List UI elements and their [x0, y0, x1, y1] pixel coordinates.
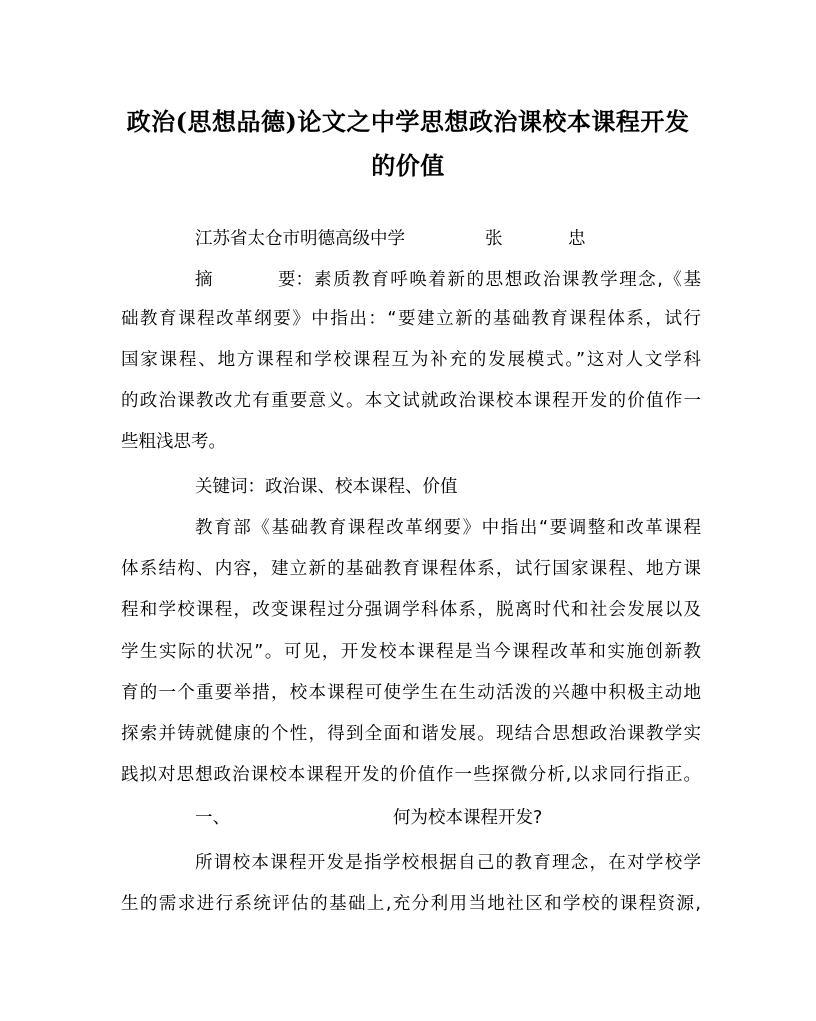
document-title-line-2: 的价值: [371, 151, 445, 180]
paragraph-1-line-1: 教育部《基础教育课程改革纲要》中指出“要调整和改革课程: [195, 518, 701, 538]
section-1-heading: [121, 806, 701, 830]
author-line: [121, 227, 701, 251]
section-1-number: 一、: [195, 808, 230, 828]
abstract-line-5: 些粗浅思考。: [121, 432, 226, 452]
paragraph-2-line-1: 所谓校本课程开发是指学校根据自己的教育理念，在对学校学: [195, 853, 701, 873]
author-name-char-1: 张: [485, 229, 503, 249]
paragraph-1-line-3: 程和学校课程，改变课程过分强调学科体系，脱离时代和社会发展以及: [121, 600, 701, 620]
paragraph-1-line-2: 体系结构、内容，建立新的基础教育课程体系，试行国家课程、地方课: [121, 559, 701, 579]
paragraph-2-line-2: 生的需求进行系统评估的基础上,充分利用当地社区和学校的课程资源,: [121, 894, 701, 914]
abstract-label-char-2: 要：: [278, 270, 313, 290]
abstract-line-1-text: 素质教育呼唤着新的思想政治课教学理念,《基: [314, 270, 701, 290]
paragraph-1-line-6: 探索并铸就健康的个性，得到全面和谐发展。现结合思想政治课教学实: [121, 724, 701, 744]
document-title-line-1: 政治(思想品德)论文之中学思想政治课校本课程开发: [126, 107, 690, 136]
paragraph-1-line-7: 践拟对思想政治课校本课程开发的价值作一些探微分析,以求同行指正。: [121, 765, 701, 785]
author-name-char-2: 忠: [568, 229, 586, 249]
author-affiliation: 江苏省太仓市明德高级中学: [195, 229, 405, 249]
abstract-line-2: 础教育课程改革纲要》中指出：“要建立新的基础教育课程体系，试行: [121, 309, 701, 329]
section-1-title: 何为校本课程开发?: [393, 808, 543, 828]
abstract-line-3: 国家课程、地方课程和学校课程互为补充的发展模式。”这对人文学科: [121, 350, 701, 370]
abstract-line-4: 的政治课教改尤有重要意义。本文试就政治课校本课程开发的价值作一: [121, 391, 701, 411]
abstract-first-line: [121, 268, 701, 292]
abstract-label-char-1: 摘: [195, 270, 213, 290]
keywords-line: 关键词：政治课、校本课程、价值: [195, 477, 458, 497]
paragraph-1-line-4: 学生实际的状况”。可见，开发校本课程是当今课程改革和实施创新教: [121, 642, 701, 662]
paragraph-1-line-5: 育的一个重要举措，校本课程可使学生在生动活泼的兴趣中积极主动地: [121, 683, 701, 703]
